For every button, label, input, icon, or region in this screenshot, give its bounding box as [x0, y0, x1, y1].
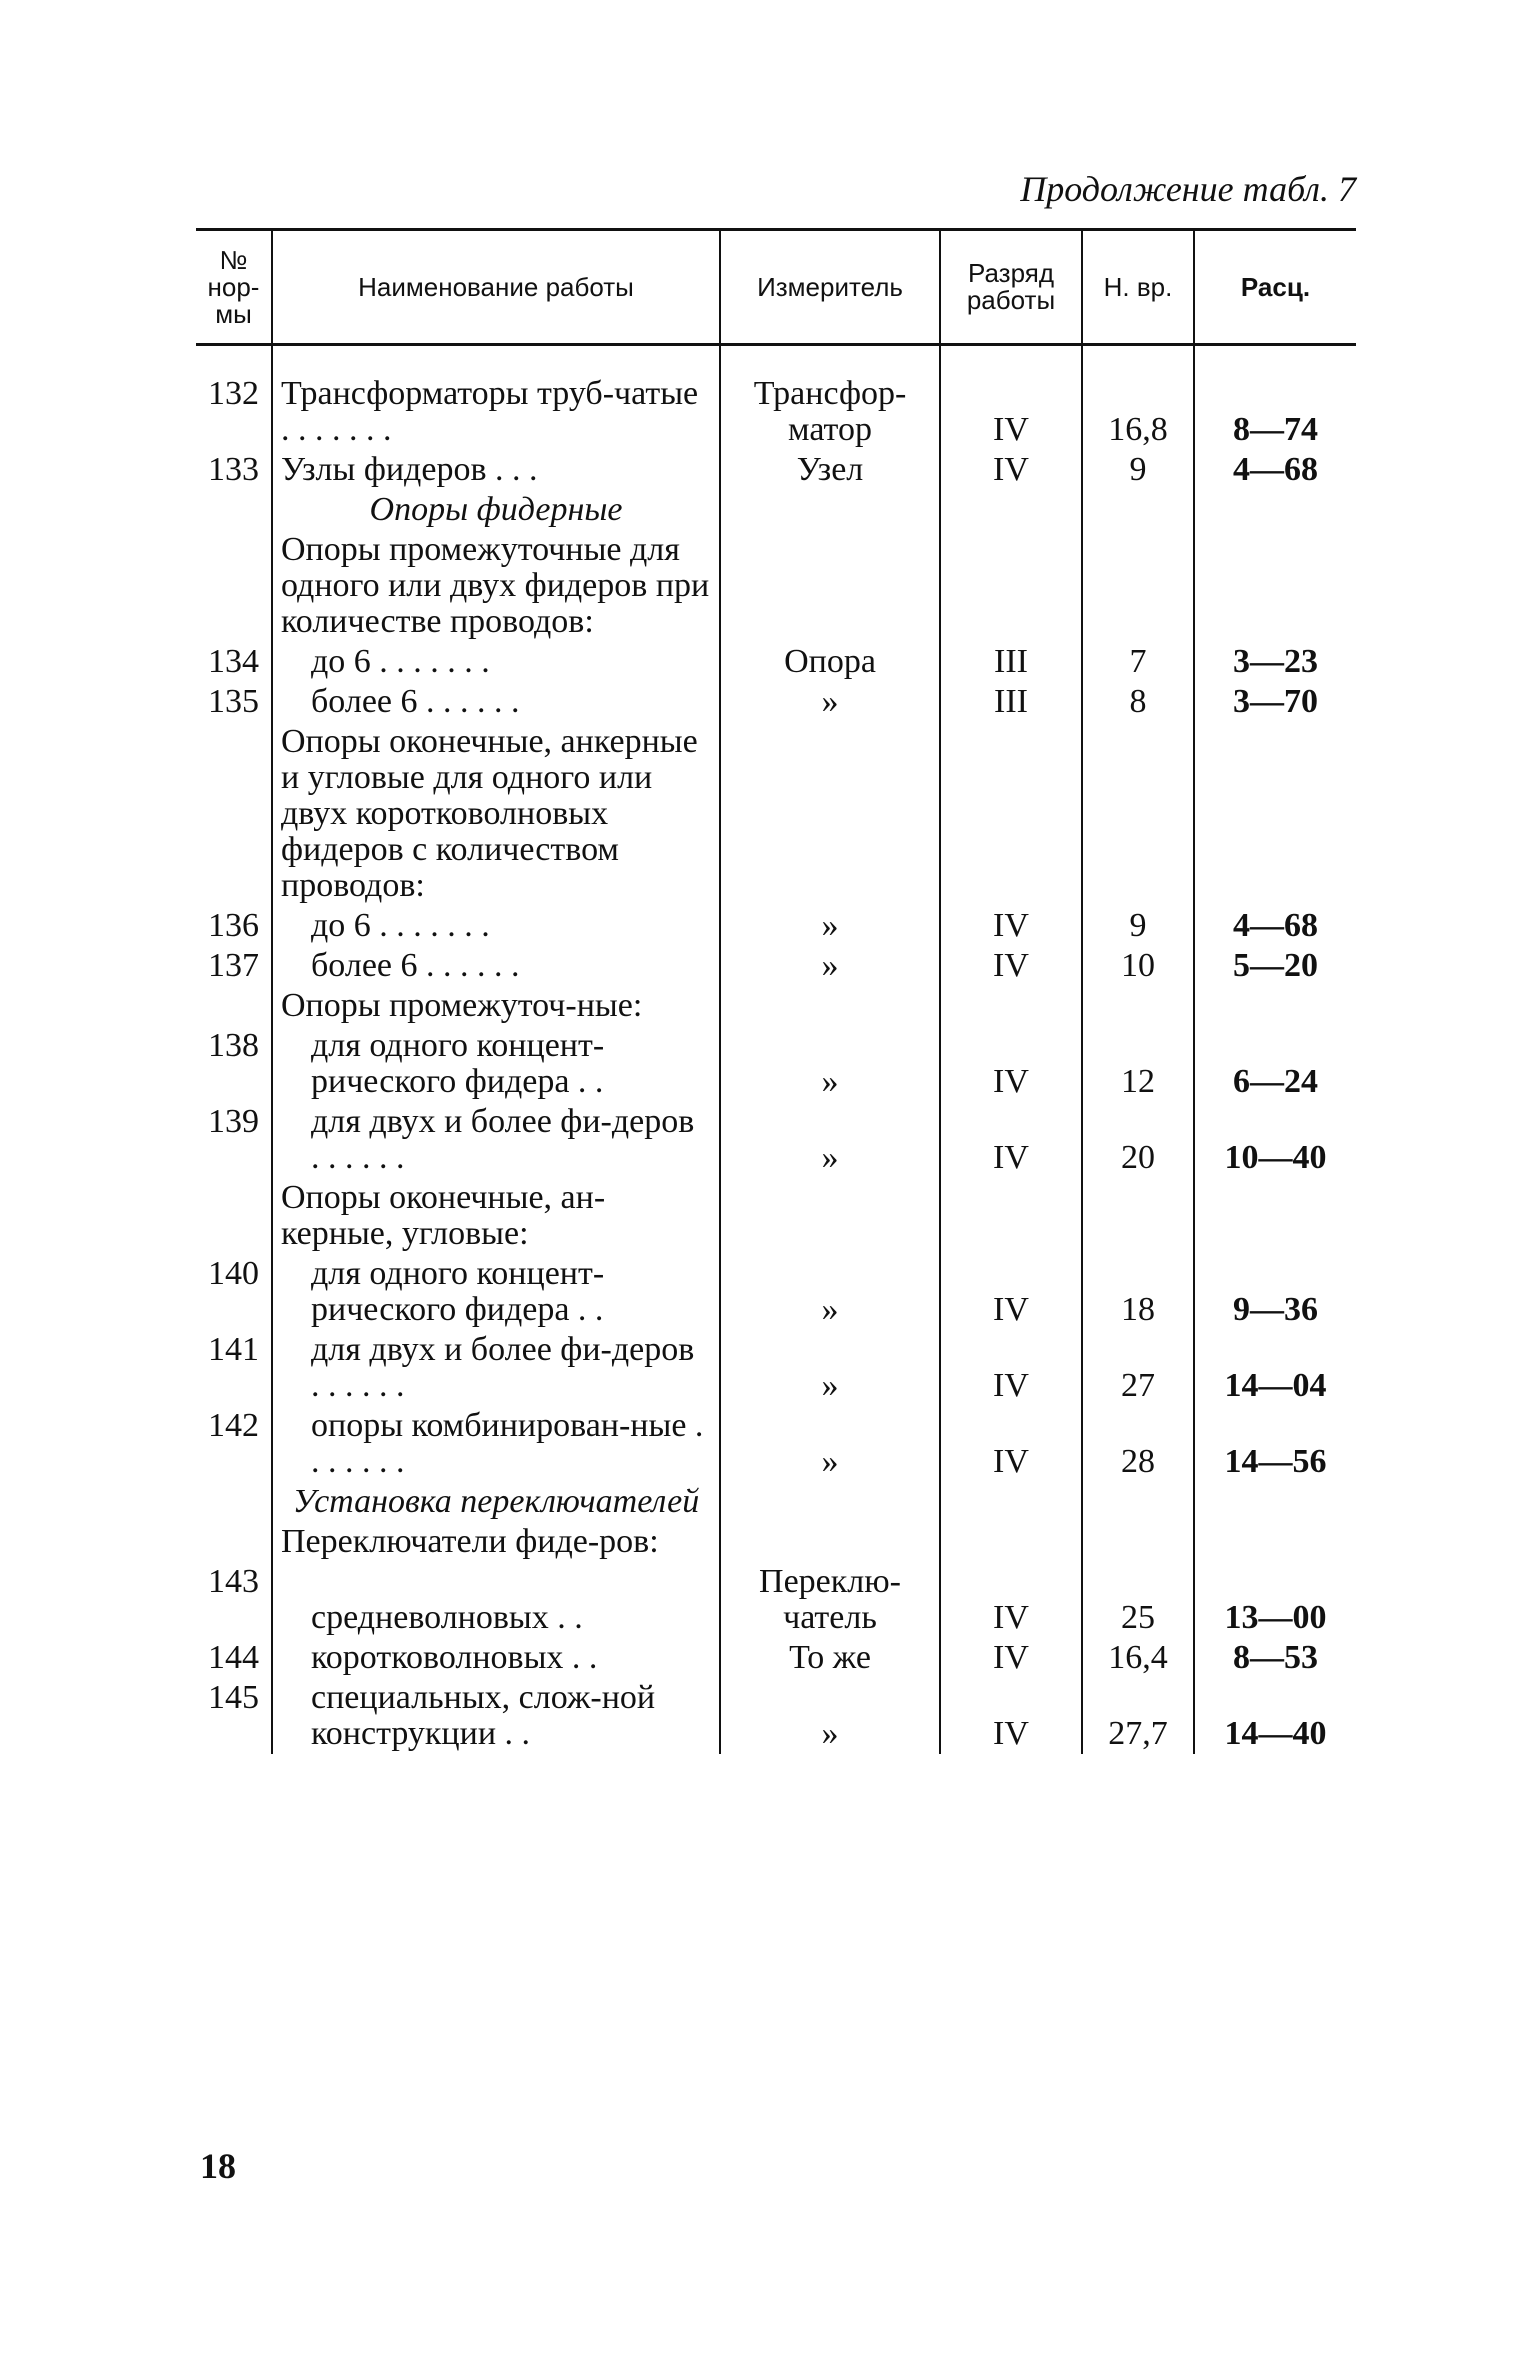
work-name: для двух и более фи-деров . . . . . .: [311, 1103, 695, 1176]
measure: Узел: [720, 450, 940, 490]
meas-cell: [720, 722, 940, 906]
time-norm: 16,4: [1082, 1638, 1194, 1678]
work-name-cell: [272, 1254, 720, 1330]
measure: »: [720, 946, 940, 986]
grade: IV: [940, 345, 1082, 451]
norm-number: 144: [208, 1639, 259, 1676]
work-name-cell: [272, 906, 720, 946]
rate: 14—04: [1194, 1330, 1356, 1406]
norm-number: 143: [208, 1563, 259, 1600]
table-row: [196, 946, 1356, 986]
grade: IV: [940, 450, 1082, 490]
work-name: опоры комбинирован-ные . . . . . . .: [311, 1407, 704, 1480]
work-name-cell: [272, 345, 720, 451]
grade-cell: [940, 1522, 1082, 1562]
time-cell: [1082, 722, 1194, 906]
work-name-cell: [272, 1678, 720, 1754]
section-heading: [272, 1482, 720, 1522]
section-heading-text: Установка переключателей: [292, 1483, 700, 1520]
meas-cell: [720, 986, 940, 1026]
measure: »: [720, 1102, 940, 1178]
group-heading-row: [196, 530, 1356, 642]
group-heading: [272, 1178, 720, 1254]
rate: 5—20: [1194, 946, 1356, 986]
header-measure: Измеритель: [720, 230, 940, 345]
norm-number: 141: [208, 1331, 259, 1368]
table-row: [196, 1026, 1356, 1102]
grade: IV: [940, 1330, 1082, 1406]
work-name: для двух и более фи-деров . . . . . .: [311, 1331, 695, 1404]
norms-table: [196, 228, 1356, 1754]
group-heading-row: [196, 1178, 1356, 1254]
table-header-row: [196, 230, 1356, 345]
table-row: [196, 906, 1356, 946]
section-heading-row: [196, 1482, 1356, 1522]
table-row: [196, 1254, 1356, 1330]
meas-cell: [720, 1482, 940, 1522]
work-name: до 6 . . . . . . .: [311, 643, 490, 680]
norm-number-cell: [196, 1178, 272, 1254]
grade-cell: [940, 986, 1082, 1026]
work-name: Трансформаторы труб-чатые . . . . . . .: [281, 375, 699, 448]
work-name-cell: [272, 1330, 720, 1406]
table-row: [196, 1330, 1356, 1406]
group-heading: [272, 1522, 720, 1562]
time-cell: [1082, 1482, 1194, 1522]
rate: 3—70: [1194, 682, 1356, 722]
meas-cell: [720, 1522, 940, 1562]
work-name-cell: [272, 1638, 720, 1678]
norm-number: 134: [208, 643, 259, 680]
rate: 8—53: [1194, 1638, 1356, 1678]
table-body: [196, 345, 1356, 1755]
norm-number: 136: [208, 907, 259, 944]
rate-cell: [1194, 1482, 1356, 1522]
rate-cell: [1194, 530, 1356, 642]
header-work-name: Наименование работы: [272, 230, 720, 345]
rate: 13—00: [1194, 1562, 1356, 1638]
norm-number: 137: [208, 947, 259, 984]
norm-number: 145: [208, 1679, 259, 1716]
work-name-cell: [272, 946, 720, 986]
time-cell: [1082, 490, 1194, 530]
group-heading-text: Опоры оконечные, ан-керные, угловые:: [281, 1179, 606, 1252]
norm-number: 133: [208, 451, 259, 488]
work-name: для одного концент-рического фидера . .: [311, 1027, 605, 1100]
time-norm: 9: [1082, 450, 1194, 490]
work-name-cell: [272, 1562, 720, 1638]
measure: То же: [720, 1638, 940, 1678]
group-heading: [272, 722, 720, 906]
work-name: более 6 . . . . . .: [311, 683, 520, 720]
norm-number-cell: [196, 1522, 272, 1562]
rate: 3—23: [1194, 642, 1356, 682]
table-row: [196, 450, 1356, 490]
work-name-cell: [272, 642, 720, 682]
group-heading-row: [196, 986, 1356, 1026]
grade: IV: [940, 906, 1082, 946]
grade-cell: [940, 530, 1082, 642]
rate: 9—36: [1194, 1254, 1356, 1330]
measure: »: [720, 1026, 940, 1102]
norm-number-cell: [196, 530, 272, 642]
grade-cell: [940, 1178, 1082, 1254]
work-name: Узлы фидеров . . .: [281, 451, 538, 488]
grade: IV: [940, 946, 1082, 986]
meas-cell: [720, 1178, 940, 1254]
norm-number-cell: [196, 986, 272, 1026]
measure: »: [720, 1678, 940, 1754]
grade: III: [940, 682, 1082, 722]
grade: IV: [940, 1678, 1082, 1754]
norm-number: 139: [208, 1103, 259, 1140]
rate-cell: [1194, 722, 1356, 906]
time-norm: 28: [1082, 1406, 1194, 1482]
meas-cell: [720, 530, 940, 642]
meas-cell: [720, 490, 940, 530]
grade-cell: [940, 1482, 1082, 1522]
grade-cell: [940, 490, 1082, 530]
group-heading-text: Опоры промежуточ-ные:: [281, 987, 643, 1024]
work-name-cell: [272, 1102, 720, 1178]
time-norm: 18: [1082, 1254, 1194, 1330]
time-norm: 20: [1082, 1102, 1194, 1178]
measure: »: [720, 682, 940, 722]
measure: Переклю-чатель: [720, 1562, 940, 1638]
table-row: [196, 345, 1356, 451]
table-row: [196, 1678, 1356, 1754]
rate: 14—40: [1194, 1678, 1356, 1754]
rate-cell: [1194, 986, 1356, 1026]
group-heading-text: Опоры оконечные, анкерные и угловые для одного или двух коротковолновых фидеров с количеством проводов:: [281, 723, 698, 904]
page-number: 18: [200, 2146, 236, 2186]
time-norm: 25: [1082, 1562, 1194, 1638]
section-heading-row: [196, 490, 1356, 530]
header-grade: Разряд работы: [940, 230, 1082, 345]
time-norm: 8: [1082, 682, 1194, 722]
header-rate: Расц.: [1194, 230, 1356, 345]
time-norm: 9: [1082, 906, 1194, 946]
time-norm: 10: [1082, 946, 1194, 986]
norm-number: 132: [208, 375, 259, 412]
table-row: [196, 1638, 1356, 1678]
work-name: до 6 . . . . . . .: [311, 907, 490, 944]
group-heading-row: [196, 1522, 1356, 1562]
time-cell: [1082, 530, 1194, 642]
norm-number-cell: [196, 1482, 272, 1522]
norm-number-cell: [196, 490, 272, 530]
grade: IV: [940, 1026, 1082, 1102]
grade: IV: [940, 1406, 1082, 1482]
work-name-cell: [272, 682, 720, 722]
work-name-cell: [272, 1026, 720, 1102]
rate: 6—24: [1194, 1026, 1356, 1102]
rate-cell: [1194, 1522, 1356, 1562]
grade: IV: [940, 1254, 1082, 1330]
group-heading-text: Опоры промежуточные для одного или двух фидеров при количестве проводов:: [281, 531, 710, 640]
grade: III: [940, 642, 1082, 682]
measure: »: [720, 906, 940, 946]
rate: 4—68: [1194, 450, 1356, 490]
rate: 8—74: [1194, 345, 1356, 451]
group-heading: [272, 986, 720, 1026]
measure: Опора: [720, 642, 940, 682]
time-cell: [1082, 1522, 1194, 1562]
work-name: коротковолновых . .: [311, 1639, 598, 1676]
table-row: [196, 1406, 1356, 1482]
norm-number: 135: [208, 683, 259, 720]
time-norm: 16,8: [1082, 345, 1194, 451]
rate-cell: [1194, 490, 1356, 530]
norm-number: 140: [208, 1255, 259, 1292]
time-norm: 27: [1082, 1330, 1194, 1406]
measure: »: [720, 1330, 940, 1406]
header-time-norm: Н. вр.: [1082, 230, 1194, 345]
work-name: более 6 . . . . . .: [311, 947, 520, 984]
time-cell: [1082, 1178, 1194, 1254]
work-name: для одного концент-рического фидера . .: [311, 1255, 605, 1328]
group-heading: [272, 530, 720, 642]
measure: Трансфор-матор: [720, 345, 940, 451]
rate: 4—68: [1194, 906, 1356, 946]
rate-cell: [1194, 1178, 1356, 1254]
time-norm: 27,7: [1082, 1678, 1194, 1754]
norm-number: 142: [208, 1407, 259, 1444]
header-norm-number: № нор-мы: [196, 230, 272, 345]
group-heading-row: [196, 722, 1356, 906]
section-heading-text: Опоры фидерные: [369, 491, 623, 528]
norm-number: 138: [208, 1027, 259, 1064]
grade: IV: [940, 1562, 1082, 1638]
work-name-cell: [272, 1406, 720, 1482]
rate: 10—40: [1194, 1102, 1356, 1178]
section-heading: [272, 490, 720, 530]
work-name-cell: [272, 450, 720, 490]
grade-cell: [940, 722, 1082, 906]
table-row: [196, 1102, 1356, 1178]
table-row: [196, 642, 1356, 682]
time-norm: 12: [1082, 1026, 1194, 1102]
time-norm: 7: [1082, 642, 1194, 682]
group-heading-text: Переключатели фиде-ров:: [281, 1523, 659, 1560]
grade: IV: [940, 1638, 1082, 1678]
measure: »: [720, 1406, 940, 1482]
work-name: специальных, слож-ной конструкции . .: [311, 1679, 656, 1752]
table-continuation-caption: Продолжение табл. 7: [1020, 169, 1356, 209]
work-name: средневолновых . .: [311, 1599, 583, 1636]
table-row: [196, 682, 1356, 722]
table-row: [196, 1562, 1356, 1638]
time-cell: [1082, 986, 1194, 1026]
measure: »: [720, 1254, 940, 1330]
rate: 14—56: [1194, 1406, 1356, 1482]
grade: IV: [940, 1102, 1082, 1178]
norm-number-cell: [196, 722, 272, 906]
